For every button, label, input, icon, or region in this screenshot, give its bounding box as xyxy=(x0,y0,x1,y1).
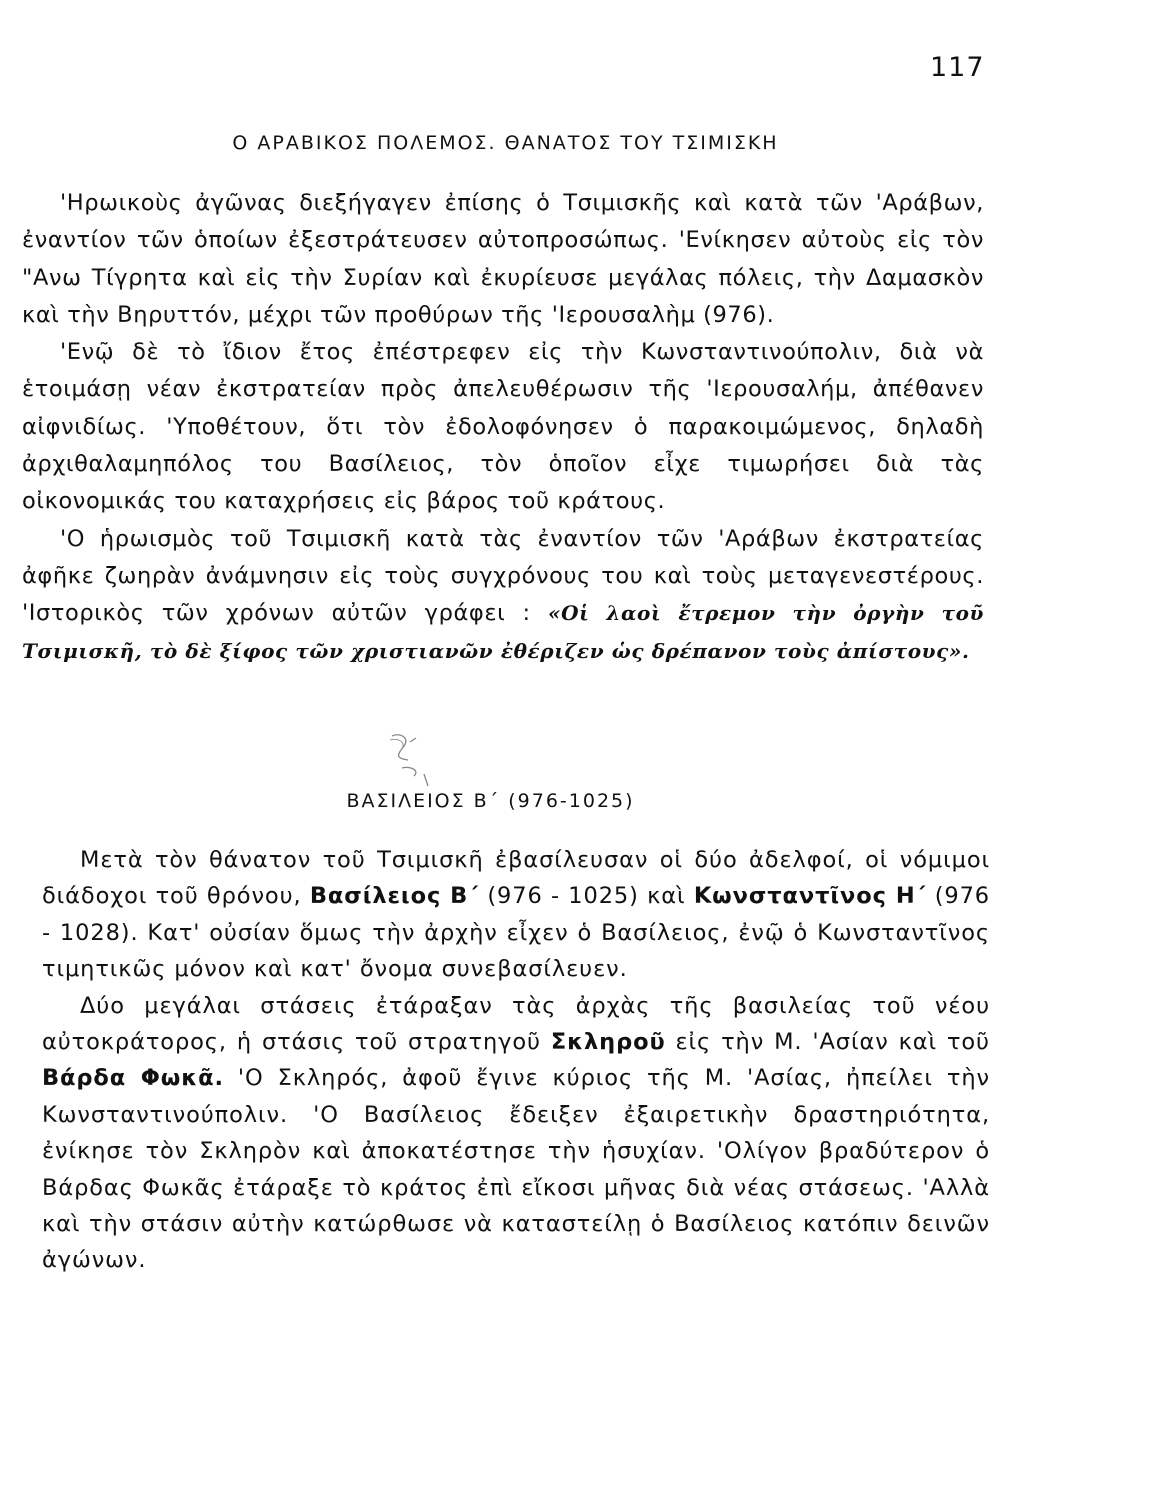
paragraph-text: εἰς τὴν Μ. 'Ασίαν καὶ τοῦ xyxy=(675,1029,990,1056)
emphasis-name: Κωνσταντῖνος Η΄ xyxy=(693,883,927,910)
section-arab-war xyxy=(22,185,984,670)
paragraph xyxy=(42,988,990,1279)
paragraph: 'Ενῷ δὲ τὸ ἴδιον ἔτος ἐπέστρεφεν εἰς τὴν Κωνσταντινούπολιν, διὰ νὰ ἑτοιμάσῃ νέαν ἐκστρατείαν πρὸς ἀπελευθέρωσιν τῆς 'Ιερουσαλήμ, ἀπέθανεν αἰφνιδίως. 'Υποθέτουν, ὅτι τὸν ἐδολοφόνησεν ὁ παρακοιμώμενος, δηλαδὴ ἀρχιθαλαμηπόλος του Βασίλειος, τὸν ὁποῖον εἶχε τιμωρήσει διὰ τὰς οἰκονομικάς του καταχρήσεις εἰς βάρος τοῦ κράτους. xyxy=(22,339,984,515)
emphasis-name: Βάρδα Φωκᾶ. xyxy=(42,1065,224,1092)
paragraph-text: Μετὰ τὸν θάνατον τοῦ Τσιμισκῆ ἐβασίλευσαν οἱ δύο ἀδελφοί, οἱ νόμιμοι διάδοχοι τοῦ θρόνου, xyxy=(42,847,990,910)
paragraph-text: (976 - 1025) καὶ xyxy=(487,883,686,910)
paragraph-text: 'Ο ἡρωισμὸς τοῦ Τσιμισκῆ κατὰ τὰς ἐναντίον τῶν 'Αράβων ἐκστρατείας ἀφῆκε ζωηρὰν ἀνάμνησιν εἰς τοὺς συγχρόνους του καὶ τοὺς μεταγενεστέρους. 'Ιστορικὸς τῶν χρόνων αὐτῶν γράφει : xyxy=(22,525,984,627)
historian-quote: «Οἱ λαοὶ ἔτρεμον τὴν ὀργὴν τοῦ Τσιμισκῆ, τὸ δὲ ξίφος τῶν χριστιανῶν ἐθέριζεν ὡς δρέπανον τοὺς ἀπίστους». xyxy=(22,601,984,663)
section-title-basil-ii: ΒΑΣΙΛΕΙΟΣ Β΄ (976-1025) xyxy=(346,790,635,812)
paragraph xyxy=(42,842,990,988)
paragraph xyxy=(22,521,984,670)
section-title-arab-war: Ο ΑΡΑΒΙΚΟΣ ΠΟΛΕΜΟΣ. ΘΑΝΑΤΟΣ ΤΟΥ ΤΣΙΜΙΣΚΗ xyxy=(232,132,779,154)
emphasis-name: Βασίλειος Β΄ xyxy=(309,883,480,910)
pencil-mark xyxy=(380,728,460,788)
paragraph-text: 'Ο Σκληρός, ἀφοῦ ἔγινε κύριος τῆς Μ. 'Ασίας, ἠπείλει τὴν Κωνσταντινούπολιν. 'Ο Βασίλειος ἔδειξεν ἐξαιρετικὴν δραστηριότητα, ἐνίκησε τὸν Σκληρὸν καὶ ἀποκατέστησε τὴν ἡσυχίαν. 'Ολίγον βραδύτερον ὁ Βάρδας Φωκᾶς ἐτάραξε τὸ κράτος ἐπὶ εἴκοσι μῆνας διὰ νέας στάσεως. 'Αλλὰ καὶ τὴν στάσιν αὐτὴν κατώρθωσε νὰ καταστείλῃ ὁ Βασίλειος κατόπιν δεινῶν ἀγώνων. xyxy=(42,1065,990,1274)
emphasis-name: Σκληροῦ xyxy=(550,1029,666,1056)
section-basil-ii xyxy=(42,842,990,1279)
paragraph-text: Δύο μεγάλαι στάσεις ἐτάραξαν τὰς ἀρχὰς τῆς βασιλείας τοῦ νέου αὐτοκράτορος, ἡ στάσις τοῦ στρατηγοῦ xyxy=(42,992,990,1056)
paragraph-text: (976 - 1028). Κατ' οὐσίαν ὅμως τὴν ἀρχὴν εἶχεν ὁ Βασίλειος, ἐνῷ ὁ Κωνσταντῖνος τιμητικῶς μόνον καὶ κατ' ὄνομα συνεβασίλευεν. xyxy=(42,883,991,983)
paragraph: 'Ηρωικοὺς ἀγῶνας διεξήγαγεν ἐπίσης ὁ Τσιμισκῆς καὶ κατὰ τῶν 'Αράβων, ἐναντίον τῶν ὁποίων ἐξεστράτευσεν αὐτοπροσώπως. 'Ενίκησεν αὐτοὺς εἰς τὸν "Ανω Τίγρητα καὶ εἰς τὴν Συρίαν καὶ ἐκυρίευσε μεγάλας πόλεις, τὴν Δαμασκὸν καὶ τὴν Βηρυττόν, μέχρι τῶν προθύρων τῆς 'Ιερουσαλὴμ (976). xyxy=(22,190,984,328)
page-number: 117 xyxy=(930,52,985,83)
